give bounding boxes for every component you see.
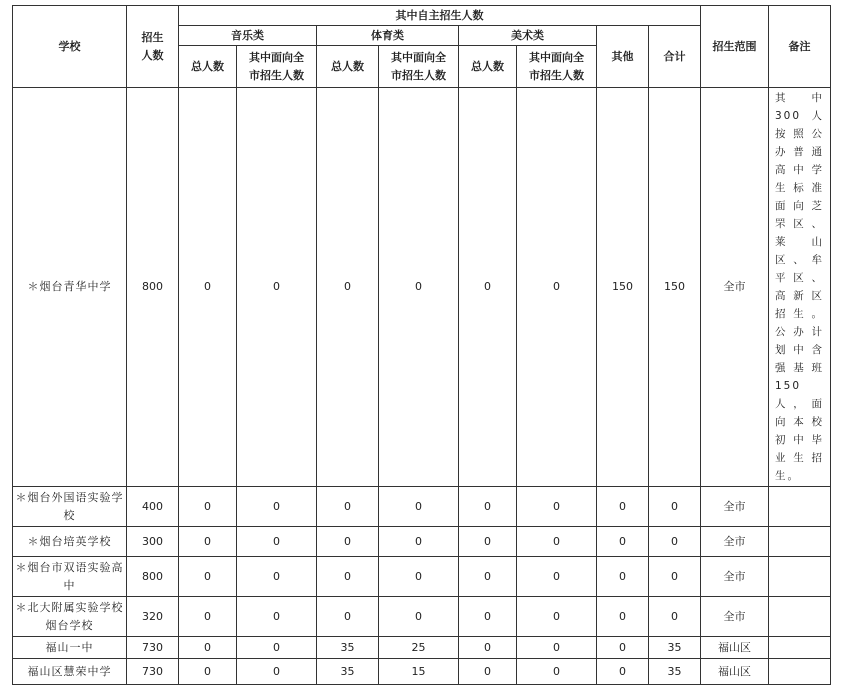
art-total-cell: 0	[459, 88, 517, 487]
sports-total-cell: 0	[317, 88, 379, 487]
sports-total-cell: 35	[317, 637, 379, 659]
sports-total-cell: 35	[317, 659, 379, 685]
range-cell: 全市	[701, 88, 769, 487]
sports-citywide-cell: 0	[379, 527, 459, 557]
header-sports-citywide: 其中面向全 市招生人数	[379, 46, 459, 88]
sum-cell: 150	[649, 88, 701, 487]
header-sports: 体育类	[317, 26, 459, 46]
range-cell: 福山区	[701, 637, 769, 659]
music-total-cell: 0	[179, 557, 237, 597]
art-total-cell: 0	[459, 487, 517, 527]
school-name-cell: ＊烟台外国语实验学校	[13, 487, 127, 527]
art-citywide-cell: 0	[517, 88, 597, 487]
sum-cell: 0	[649, 557, 701, 597]
table-row	[13, 527, 831, 557]
school-name-cell: ＊烟台培英学校	[13, 527, 127, 557]
music-total-cell: 0	[179, 659, 237, 685]
sports-citywide-cell: 0	[379, 88, 459, 487]
header-school: 学校	[13, 6, 127, 88]
sum-cell: 0	[649, 487, 701, 527]
art-total-cell: 0	[459, 557, 517, 597]
note-cell	[769, 637, 831, 659]
other-cell: 0	[597, 487, 649, 527]
range-cell: 全市	[701, 487, 769, 527]
school-name-cell: ＊北大附属实验学校烟台学校	[13, 597, 127, 637]
sports-total-cell: 0	[317, 487, 379, 527]
other-cell: 0	[597, 597, 649, 637]
art-total-cell: 0	[459, 597, 517, 637]
other-cell: 0	[597, 637, 649, 659]
note-cell	[769, 487, 831, 527]
header-art-citywide: 其中面向全 市招生人数	[517, 46, 597, 88]
art-citywide-cell: 0	[517, 487, 597, 527]
range-cell: 福山区	[701, 659, 769, 685]
enroll-count-cell: 400	[127, 487, 179, 527]
music-total-cell: 0	[179, 487, 237, 527]
music-citywide-cell: 0	[237, 557, 317, 597]
range-cell: 全市	[701, 527, 769, 557]
music-total-cell: 0	[179, 88, 237, 487]
art-total-cell: 0	[459, 527, 517, 557]
sports-total-cell: 0	[317, 527, 379, 557]
table-row	[13, 487, 831, 527]
header-sum: 合计	[649, 26, 701, 88]
table-row	[13, 637, 831, 659]
other-cell: 0	[597, 659, 649, 685]
sports-citywide-cell: 0	[379, 557, 459, 597]
header-self-enroll-group: 其中自主招生人数	[179, 6, 701, 26]
table-row	[13, 597, 831, 637]
music-citywide-cell: 0	[237, 487, 317, 527]
school-name-cell: ＊烟台市双语实验高中	[13, 557, 127, 597]
music-total-cell: 0	[179, 637, 237, 659]
header-range: 招生范围	[701, 6, 769, 88]
music-citywide-cell: 0	[237, 637, 317, 659]
sum-cell: 35	[649, 637, 701, 659]
art-citywide-cell: 0	[517, 637, 597, 659]
note-cell	[769, 597, 831, 637]
school-name-cell: ＊烟台青华中学	[13, 88, 127, 487]
header-music-citywide: 其中面向全 市招生人数	[237, 46, 317, 88]
sports-citywide-cell: 25	[379, 637, 459, 659]
enroll-count-cell: 800	[127, 88, 179, 487]
range-cell: 全市	[701, 597, 769, 637]
art-total-cell: 0	[459, 659, 517, 685]
enroll-count-cell: 730	[127, 659, 179, 685]
art-citywide-cell: 0	[517, 527, 597, 557]
music-citywide-cell: 0	[237, 88, 317, 487]
music-total-cell: 0	[179, 527, 237, 557]
header-music-total: 总人数	[179, 46, 237, 88]
note-cell	[769, 527, 831, 557]
sports-citywide-cell: 15	[379, 659, 459, 685]
header-music: 音乐类	[179, 26, 317, 46]
header-sports-total: 总人数	[317, 46, 379, 88]
enrollment-table	[12, 5, 831, 685]
header-note: 备注	[769, 6, 831, 88]
sports-citywide-cell: 0	[379, 487, 459, 527]
art-citywide-cell: 0	[517, 597, 597, 637]
note-cell	[769, 557, 831, 597]
range-cell: 全市	[701, 557, 769, 597]
other-cell: 0	[597, 557, 649, 597]
school-name-cell: 福山区慧荣中学	[13, 659, 127, 685]
enroll-count-cell: 730	[127, 637, 179, 659]
music-citywide-cell: 0	[237, 527, 317, 557]
sports-total-cell: 0	[317, 597, 379, 637]
other-cell: 150	[597, 88, 649, 487]
art-total-cell: 0	[459, 637, 517, 659]
sum-cell: 0	[649, 527, 701, 557]
header-enroll: 招生 人数	[127, 6, 179, 88]
music-total-cell: 0	[179, 597, 237, 637]
header-art: 美术类	[459, 26, 597, 46]
other-cell: 0	[597, 527, 649, 557]
sports-citywide-cell: 0	[379, 597, 459, 637]
table-row	[13, 659, 831, 685]
table-row	[13, 557, 831, 597]
enroll-count-cell: 800	[127, 557, 179, 597]
note-cell	[769, 659, 831, 685]
header-other: 其他	[597, 26, 649, 88]
art-citywide-cell: 0	[517, 659, 597, 685]
music-citywide-cell: 0	[237, 597, 317, 637]
note-cell: 其中300人按照公办普通高中学生标准面向芝罘区、莱山区、牟平区、高新区招生。公办计划中含强基班150人，面向本校初中毕业生招生。	[769, 88, 831, 487]
sum-cell: 0	[649, 597, 701, 637]
music-citywide-cell: 0	[237, 659, 317, 685]
art-citywide-cell: 0	[517, 557, 597, 597]
header-art-total: 总人数	[459, 46, 517, 88]
table-row	[13, 88, 831, 487]
enroll-count-cell: 300	[127, 527, 179, 557]
enroll-count-cell: 320	[127, 597, 179, 637]
sum-cell: 35	[649, 659, 701, 685]
sports-total-cell: 0	[317, 557, 379, 597]
school-name-cell: 福山一中	[13, 637, 127, 659]
